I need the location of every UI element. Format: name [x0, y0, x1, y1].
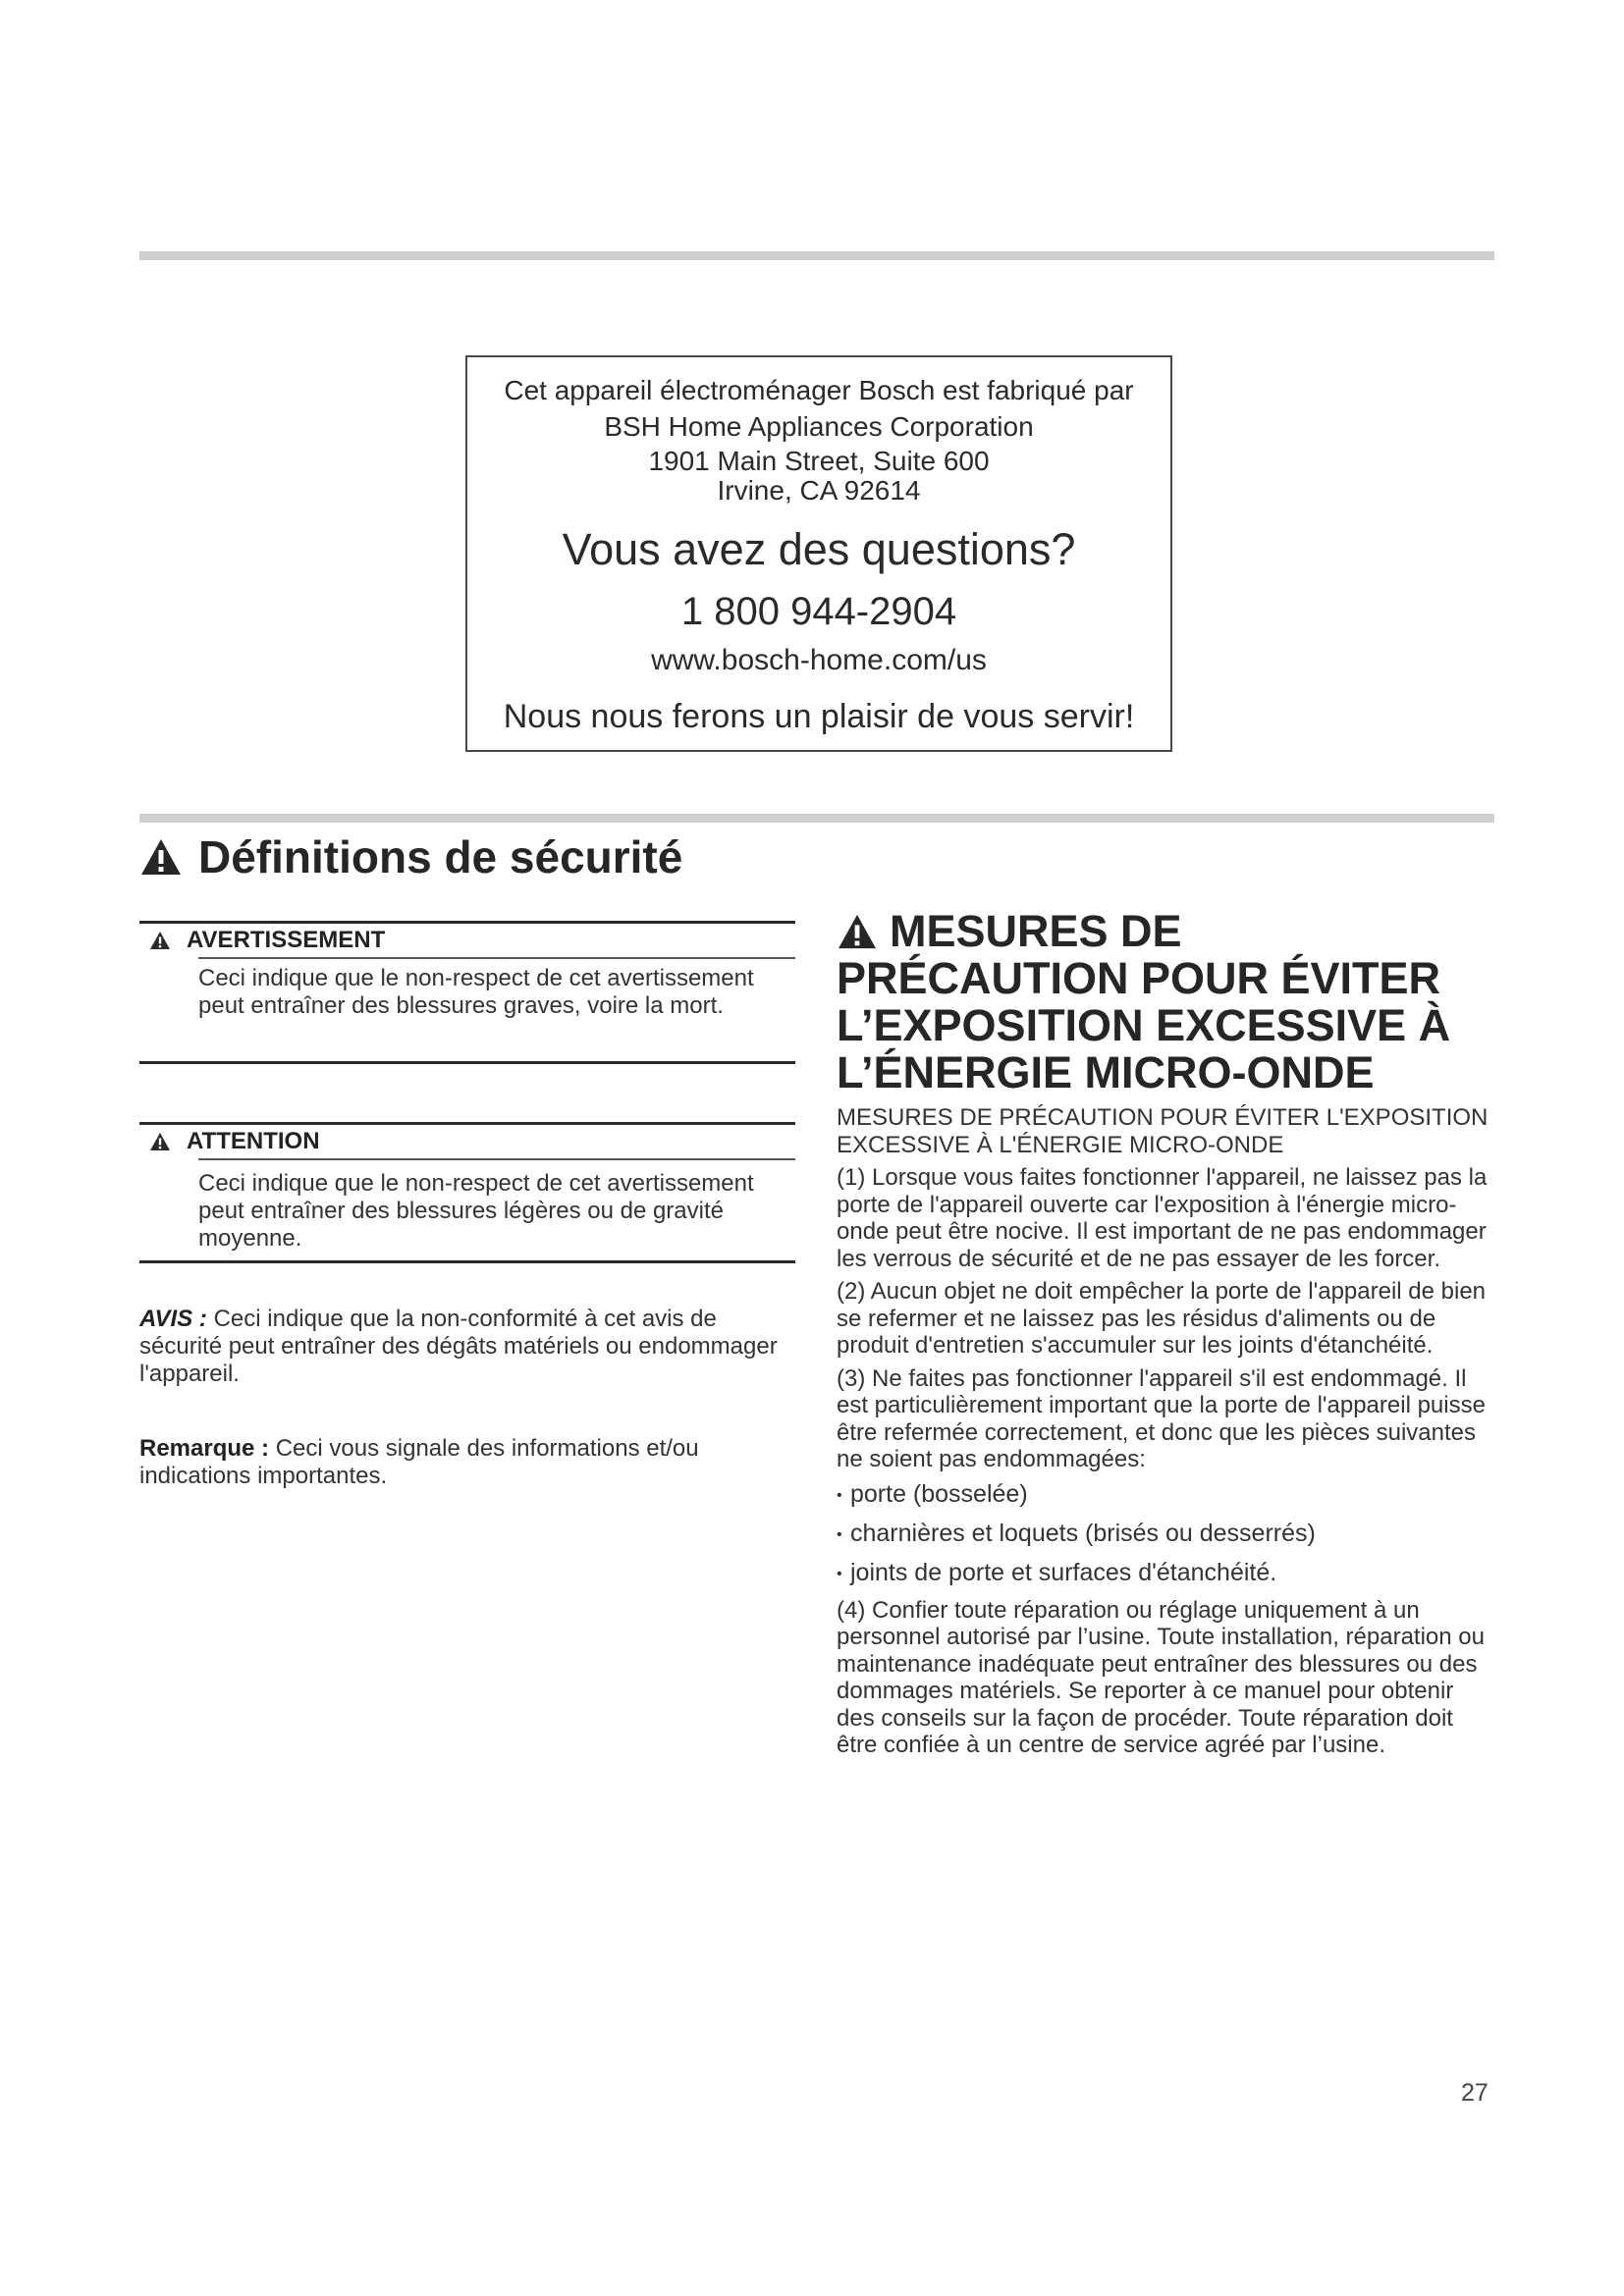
precautions-title-line: PRÉCAUTION POUR ÉVITER	[837, 953, 1441, 1003]
list-item: • joints de porte et surfaces d'étanchéité.	[837, 1558, 1492, 1589]
remark-paragraph	[139, 1435, 795, 1490]
questions-heading: Vous avez des questions?	[562, 524, 1076, 574]
remark-label: Remarque :	[139, 1435, 270, 1462]
precautions-title	[837, 908, 1504, 1096]
warning-box	[139, 921, 795, 1064]
warning-triangle-icon	[139, 837, 183, 877]
precautions-subtitle: MESURES DE PRÉCAUTION POUR ÉVITER L'EXPOSITION EXCESSIVE À L'ÉNERGIE MICRO-ONDE	[837, 1104, 1489, 1158]
bullet-dot-icon: •	[837, 1565, 842, 1582]
phone-number: 1 800 944-2904	[680, 590, 957, 633]
closing-line: Nous nous ferons un plaisir de vous servir!	[503, 698, 1135, 735]
precaution-item-3: (3) Ne faites pas fonctionner l'appareil s'il est endommagé. Il est particulièrement important que la porte de l'appareil puisse être refermée correctement, et donc que les pièces suivantes ne soient pas endommagées:	[837, 1364, 1486, 1472]
notice-label: AVIS :	[139, 1306, 207, 1332]
address-city: Irvine, CA 92614	[717, 475, 921, 506]
precaution-item-1: (1) Lorsque vous faites fonctionner l'appareil, ne laissez pas la porte de l'appareil ouverte car l'exposition à l'énergie micro-onde peut être nocive. Il est important de ne pas endommager les verrous de sécurité et de ne pas essayer de les forcer.	[837, 1164, 1488, 1272]
warning-header	[139, 924, 795, 957]
safety-definitions-title	[139, 828, 682, 886]
notice-paragraph	[139, 1306, 795, 1388]
box-bottom-rule	[139, 1260, 795, 1263]
bullet-dot-icon: •	[837, 1525, 842, 1543]
section-title-text: Définitions de sécurité	[198, 831, 683, 882]
warning-triangle-icon	[149, 931, 171, 950]
precaution-item-2: (2) Aucun objet ne doit empêcher la porte de l'appareil de bien se refermer et ne laissez pas les résidus d'aliments ou de produit d'entretien s'accumuler sur les joints d'étanchéité.	[837, 1278, 1487, 1359]
notice-text: Ceci indique que la non-conformité à cet avis de sécurité peut entraîner des dégâts matériels ou endommager l'appareil.	[139, 1306, 778, 1387]
warning-label: AVERTISSEMENT	[187, 927, 386, 953]
contact-box	[465, 355, 1172, 752]
bullet-dot-icon: •	[837, 1486, 842, 1504]
list-item: • porte (bosselée)	[837, 1479, 1492, 1511]
address-street: 1901 Main Street, Suite 600	[648, 446, 990, 476]
caution-text: Ceci indique que le non-respect de cet avertissement peut entraîner des blessures légères ou de gravité moyenne.	[198, 1170, 754, 1252]
section-divider	[139, 814, 1494, 823]
precautions-title-line: L’EXPOSITION EXCESSIVE À	[837, 1000, 1451, 1050]
page-number: 27	[1461, 2079, 1489, 2107]
list-item: • charnières et loquets (brisés ou desserrés)	[837, 1519, 1492, 1550]
company-name: BSH Home Appliances Corporation	[604, 411, 1034, 442]
website-link[interactable]: www.bosch-home.com/us	[651, 644, 987, 676]
precautions-title-line: L’ÉNERGIE MICRO-ONDE	[837, 1047, 1375, 1097]
top-divider	[139, 251, 1494, 260]
precaution-item-4: (4) Confier toute réparation ou réglage uniquement à un personnel autorisé par l’usine. Toute installation, réparation ou maintenance inadéquate peut entraîner des blessures ou des dommages matériels. Se reporter à ce manuel pour obtenir des conseils sur la façon de procéder. Toute réparation doit être confiée à un centre de service agréé par l’usine.	[837, 1596, 1485, 1758]
warning-triangle-icon	[149, 1132, 171, 1151]
caution-box	[139, 1122, 795, 1263]
manufacturer-line: Cet appareil électroménager Bosch est fabriqué par	[504, 375, 1134, 405]
warning-triangle-icon	[837, 913, 878, 950]
warning-text: Ceci indique que le non-respect de cet avertissement peut entraîner des blessures graves, voire la mort.	[198, 965, 754, 1019]
caution-label: ATTENTION	[187, 1128, 320, 1154]
precautions-title-line: MESURES DE	[837, 908, 1504, 955]
remark-text: Ceci vous signale des informations et/ou indications importantes.	[139, 1435, 699, 1489]
precautions-body	[837, 1104, 1492, 1765]
box-bottom-rule	[139, 1061, 795, 1064]
caution-header	[139, 1125, 795, 1158]
